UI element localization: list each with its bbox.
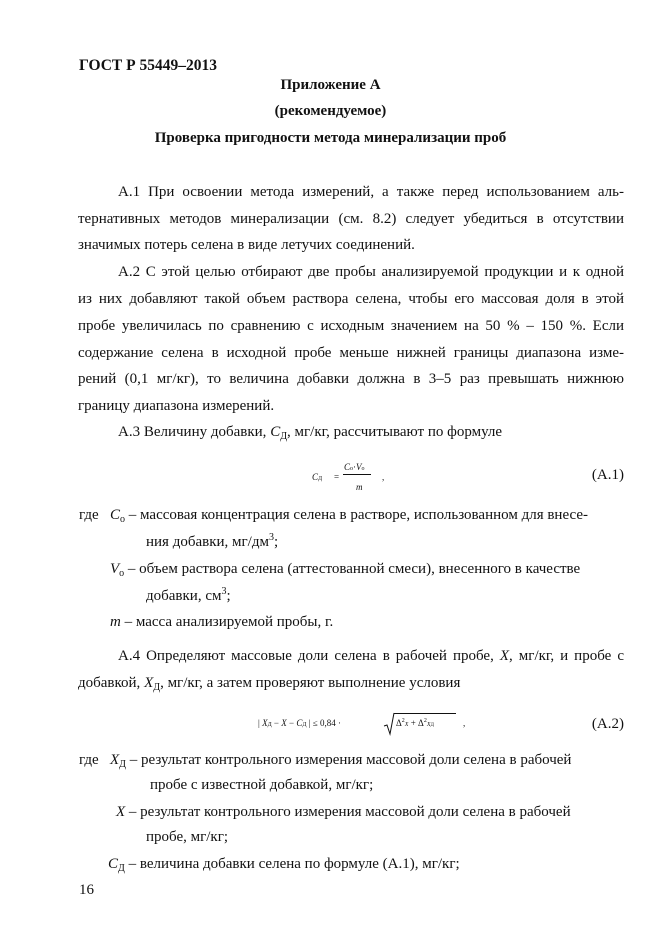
paragraph-a2-line: из них добавляют такой объем раствора селена, чтобы его массовая доля в этой [78,291,624,307]
paragraph-a1-line: значимых потерь селена в виде летучих соединений. [78,237,415,253]
definition-xd: $X_Д$ – результат контрольного измерения массовой доли селена в рабочей [110,752,572,770]
paragraph-a4-line: А.4 Определяют массовые доли селена в рабочей пробе, X, мг/кг, и пробе с [118,648,624,664]
appendix-title: Приложение А [280,77,381,93]
where-label: где [79,752,99,768]
paragraph-a2-line: пробе увеличилась по сравнению с исходным значением на 50 % – 150 %. Если [78,318,624,334]
definition-c0: $C_o$ – массовая концентрация селена в растворе, использованном для внесе- [110,507,588,525]
definition-v0: $V_o$ – объем раствора селена (аттестованной смеси), внесенного в качестве [110,561,581,579]
formula-a1-number: (А.1) [591,467,624,483]
sqrt-sign [383,712,395,736]
paragraph-a2-line: рений (0,1 мг/кг), то величина добавки должна в 3–5 раз превышать нижнюю [78,371,624,387]
definition-m: m – масса анализируемой пробы, г. [110,614,334,630]
paragraph-a3: А.3 Величину добавки, $C_Д$, мг/кг, рассчитывают по формуле [118,424,503,442]
definition-c0-cont: ния добавки, $мг/дм^3$; [146,532,279,550]
appendix-status: (рекомендуемое) [274,103,387,119]
definition-x: X – результат контрольного измерения массовой доли селена в рабочей [116,804,571,820]
appendix-heading: Проверка пригодности метода минерализации проб [154,130,507,146]
paragraph-a2-line: А.2 С этой целью отбирают две пробы анализируемой продукции и к одной [118,264,624,280]
formula-a2: | XД − X − CД | ≤ 0,84 · $\Delta^2X + \Delta^2XД$ , [258,712,468,736]
definition-cd: $C_Д$ – величина добавки селена по формуле (А.1), мг/кг; [108,856,460,874]
definition-x-cont: пробе, мг/кг; [146,829,229,845]
paragraph-a4-line: добавкой, $X_Д$, мг/кг, а затем проверяют выполнение условия [78,675,461,693]
paragraph-a1-line: А.1 При освоении метода измерений, а также перед использованием аль- [118,184,624,200]
paragraph-a2-line: содержание селена в исходной пробе меньше нижней границы диапазона изме- [78,345,624,361]
document-header: ГОСТ Р 55449–2013 [79,57,217,74]
page-number: 16 [79,882,94,898]
formula-a2-number: (А.2) [591,716,624,732]
definition-v0-cont: добавки, $см^3$; [146,586,231,604]
where-label: где [79,507,99,523]
paragraph-a1-line: тернативных методов минерализации (см. 8.2) следует убедиться в отсутствии [78,211,624,227]
paragraph-a2-line: границу диапазона измерений. [78,398,275,414]
definition-xd-cont: пробе с известной добавкой, мг/кг; [150,777,374,793]
